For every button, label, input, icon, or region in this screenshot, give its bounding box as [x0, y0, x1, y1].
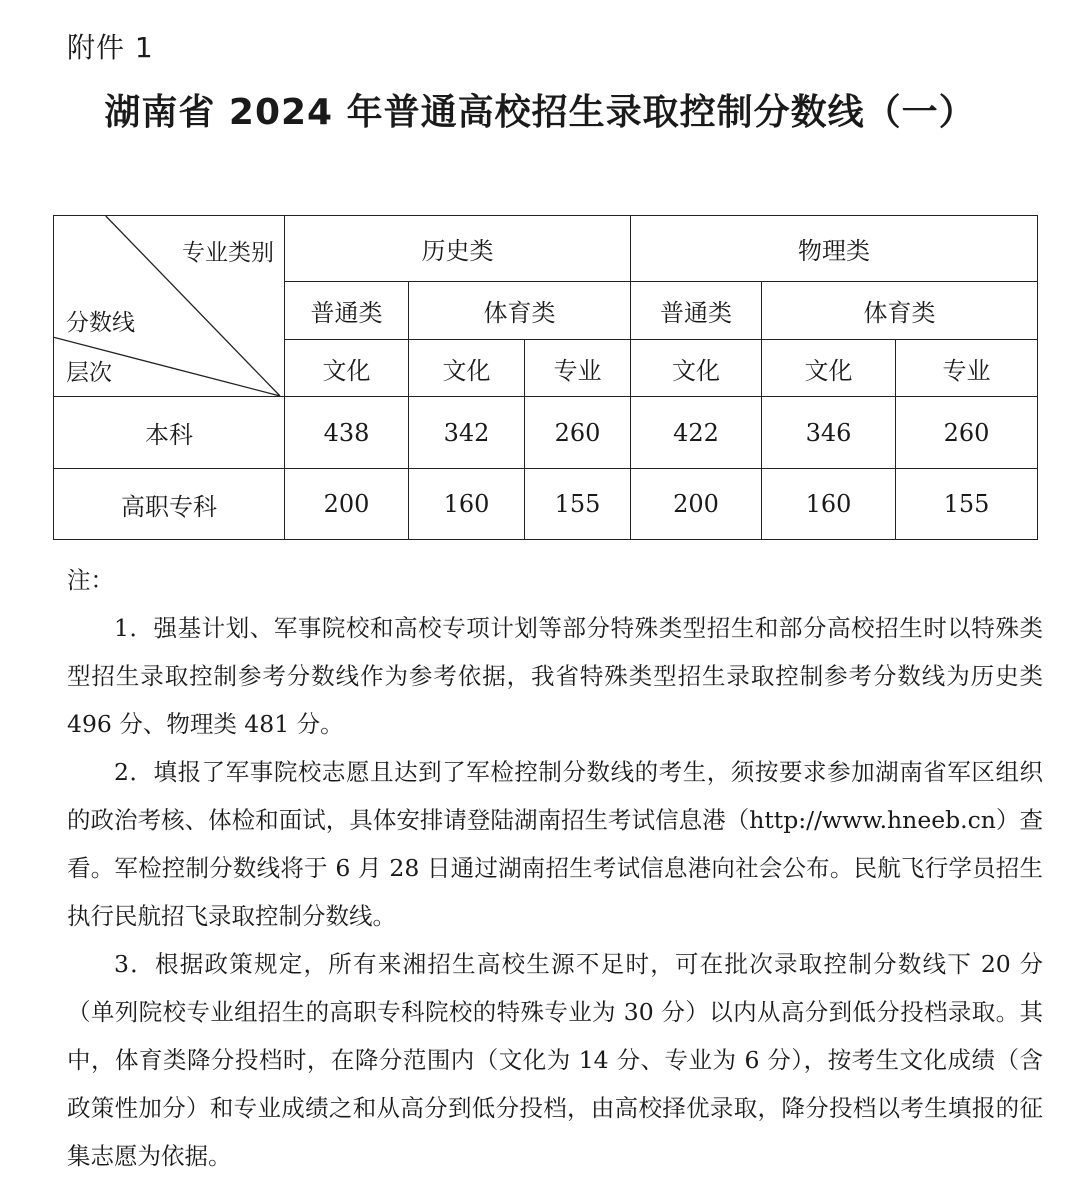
corner-level-label: 层次 [66, 360, 112, 386]
row-level-label: 高职专科 [54, 469, 285, 540]
note-item: 1．强基计划、军事院校和高校专项计划等部分特殊类型招生和部分高校招生时以特殊类型招生录取控制参考分数线作为参考依据，我省特殊类型招生录取控制参考分数线为历史类 496 分、物理类 481 分。 [67, 614, 1043, 738]
score-cell: 260 [896, 397, 1038, 469]
group-history: 历史类 [285, 216, 631, 282]
column-header: 文化 [762, 340, 896, 397]
score-cell: 342 [409, 397, 525, 469]
score-cell: 200 [631, 469, 762, 540]
score-cell: 260 [525, 397, 631, 469]
notes-section [67, 556, 1043, 1180]
table-corner-header [54, 216, 285, 397]
subgroup-cell: 体育类 [409, 282, 631, 340]
score-cell: 422 [631, 397, 762, 469]
score-cell: 346 [762, 397, 896, 469]
document-title: 湖南省 2024 年普通高校招生录取控制分数线（一） [104, 92, 976, 133]
corner-category-label: 专业类别 [182, 240, 274, 266]
row-level-label: 本科 [54, 397, 285, 469]
score-cell: 200 [285, 469, 409, 540]
column-header: 专业 [525, 340, 631, 397]
score-cell: 438 [285, 397, 409, 469]
note-item: 3．根据政策规定，所有来湘招生高校生源不足时，可在批次录取控制分数线下 20 分（单列院校专业组招生的高职专科院校的特殊专业为 30 分）以内从高分到低分投档录取。其中，体育类降分投档时，在降分范围内（文化为 14 分、专业为 6 分），按考生文化成绩（含政策性加分）和专业成绩之和从高分到低分投档，由高校择优录取，降分投档以考生填报的征集志愿为依据。 [67, 950, 1043, 1170]
subgroup-cell: 普通类 [285, 282, 409, 340]
score-cell: 160 [409, 469, 525, 540]
score-cell: 155 [525, 469, 631, 540]
attachment-label: 附件 1 [67, 31, 154, 64]
column-header: 文化 [409, 340, 525, 397]
group-physics: 物理类 [631, 216, 1038, 282]
table-row [54, 397, 1038, 469]
notes-heading: 注： [67, 566, 114, 594]
column-header: 文化 [285, 340, 409, 397]
subgroup-cell: 普通类 [631, 282, 762, 340]
corner-score-label: 分数线 [66, 310, 135, 336]
score-cell: 160 [762, 469, 896, 540]
table-row [54, 469, 1038, 540]
score-cell: 155 [896, 469, 1038, 540]
subgroup-cell: 体育类 [762, 282, 1038, 340]
note-item: 2．填报了军事院校志愿且达到了军检控制分数线的考生，须按要求参加湖南省军区组织的政治考核、体检和面试，具体安排请登陆湖南招生考试信息港（http://www.hneeb.cn）查看。军检控制分数线将于 6 月 28 日通过湖南招生考试信息港向社会公布。民航飞行学员招生执行民航招飞录取控制分数线。 [67, 758, 1043, 930]
column-header: 文化 [631, 340, 762, 397]
column-header: 专业 [896, 340, 1038, 397]
score-table [53, 215, 1038, 540]
